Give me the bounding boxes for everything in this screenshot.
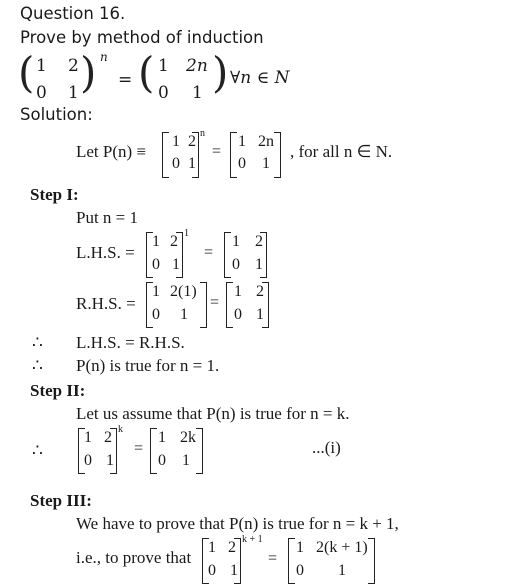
equals-sign: =: [268, 550, 278, 567]
matrix-cell: 1: [338, 562, 346, 579]
step-2-assume: Let us assume that P(n) is true for n = k.: [76, 404, 350, 423]
matrix-cell: 0: [238, 155, 246, 172]
matrix-cell: 1: [256, 306, 264, 323]
right-paren: ): [80, 48, 97, 97]
matrix-cell: 1: [208, 539, 216, 556]
let-prefix: Let P(n) ≡: [76, 142, 147, 161]
matrix-cell: 1: [158, 429, 166, 446]
matrix-cell: 1: [68, 83, 79, 103]
matrix-cell: 2n: [258, 133, 274, 150]
bracket-left: [162, 132, 169, 178]
bracket-right: [260, 232, 267, 278]
matrix-power: n: [100, 50, 108, 64]
question-number: Question 16.: [20, 4, 126, 23]
bracket-left: [150, 428, 157, 474]
matrix-cell: 2: [188, 133, 196, 150]
bracket-right: [200, 282, 207, 328]
step-2-title: Step II:: [30, 381, 86, 400]
right-paren: ): [212, 48, 229, 97]
matrix-cell: 0: [84, 452, 92, 469]
equals-sign: =: [210, 294, 220, 311]
equals-sign: =: [204, 244, 214, 261]
equals-sign: =: [134, 440, 144, 457]
quantifier: ∀n ∈ N: [230, 68, 290, 88]
left-paren: (: [18, 48, 35, 97]
equals-sign: =: [212, 143, 222, 160]
therefore-icon: ∴: [32, 356, 43, 375]
therefore-icon: ∴: [32, 441, 43, 460]
matrix-cell: 0: [152, 256, 160, 273]
matrix-cell: 2(k + 1): [316, 539, 368, 556]
matrix-cell: 2: [256, 283, 264, 300]
matrix-cell: 0: [36, 83, 47, 103]
step-3-title: Step III:: [30, 491, 92, 510]
left-paren: (: [138, 48, 155, 97]
matrix-cell: 2n: [186, 56, 208, 76]
matrix-cell: 1: [152, 283, 160, 300]
matrix-cell: 1: [152, 233, 160, 250]
matrix-cell: 1: [172, 133, 180, 150]
matrix-power: k: [118, 424, 123, 435]
matrix-cell: 1: [180, 306, 188, 323]
bracket-left: [288, 538, 295, 584]
matrix-cell: 0: [208, 562, 216, 579]
matrix-cell: 1: [238, 133, 246, 150]
matrix-cell: 2: [228, 539, 236, 556]
bracket-right: [274, 132, 281, 178]
matrix-cell: 1: [192, 83, 203, 103]
matrix-cell: 0: [296, 562, 304, 579]
bracket-right: [262, 282, 269, 328]
bracket-left: [226, 282, 233, 328]
matrix-cell: 0: [158, 83, 169, 103]
matrix-cell: 1: [234, 283, 242, 300]
equation-reference: ...(i): [312, 438, 341, 457]
bracket-right: [196, 428, 203, 474]
bracket-left: [230, 132, 237, 178]
matrix-cell: 1: [188, 155, 196, 172]
let-suffix: , for all n ∈ N.: [290, 142, 393, 161]
therefore-icon: ∴: [32, 333, 43, 352]
ie-label: i.e., to prove that: [76, 548, 192, 567]
matrix-power: 1: [184, 228, 189, 239]
step-1-conclusion-2: P(n) is true for n = 1.: [76, 356, 220, 375]
matrix-cell: 0: [152, 306, 160, 323]
rhs-label: R.H.S. =: [76, 294, 136, 313]
matrix-cell: 1: [255, 256, 263, 273]
matrix-cell: 1: [182, 452, 190, 469]
matrix-cell: 1: [262, 155, 270, 172]
matrix-cell: 0: [172, 155, 180, 172]
solution-label: Solution:: [20, 105, 93, 124]
matrix-cell: 0: [158, 452, 166, 469]
matrix-cell: 1: [84, 429, 92, 446]
lhs-label: L.H.S. =: [76, 243, 135, 262]
matrix-cell: 1: [106, 452, 114, 469]
question-prompt: Prove by method of induction: [20, 28, 264, 47]
step-1-put: Put n = 1: [76, 208, 139, 227]
matrix-cell: 2: [255, 233, 263, 250]
matrix-power: n: [200, 128, 205, 139]
step-1-title: Step I:: [30, 185, 79, 204]
matrix-cell: 1: [230, 562, 238, 579]
bracket-right: [368, 538, 375, 584]
matrix-cell: 1: [172, 256, 180, 273]
step-3-text: We have to prove that P(n) is true for n = k + 1,: [76, 514, 399, 533]
matrix-cell: 2: [68, 56, 79, 76]
step-1-conclusion-1: L.H.S. = R.H.S.: [76, 333, 185, 352]
matrix-cell: 0: [232, 256, 240, 273]
matrix-cell: 2k: [180, 429, 196, 446]
matrix-cell: 0: [234, 306, 242, 323]
matrix-cell: 1: [296, 539, 304, 556]
matrix-cell: 2: [104, 429, 112, 446]
bracket-right: [234, 538, 241, 584]
matrix-cell: 2: [170, 233, 178, 250]
matrix-power: k + 1: [242, 534, 263, 545]
matrix-cell: 2(1): [170, 283, 197, 300]
matrix-cell: 1: [36, 56, 47, 76]
matrix-cell: 1: [158, 56, 169, 76]
equals-sign: =: [118, 70, 133, 90]
bracket-left: [224, 232, 231, 278]
matrix-cell: 1: [232, 233, 240, 250]
bracket-right: [192, 132, 199, 178]
bracket-right: [110, 428, 117, 474]
bracket-right: [176, 232, 183, 278]
